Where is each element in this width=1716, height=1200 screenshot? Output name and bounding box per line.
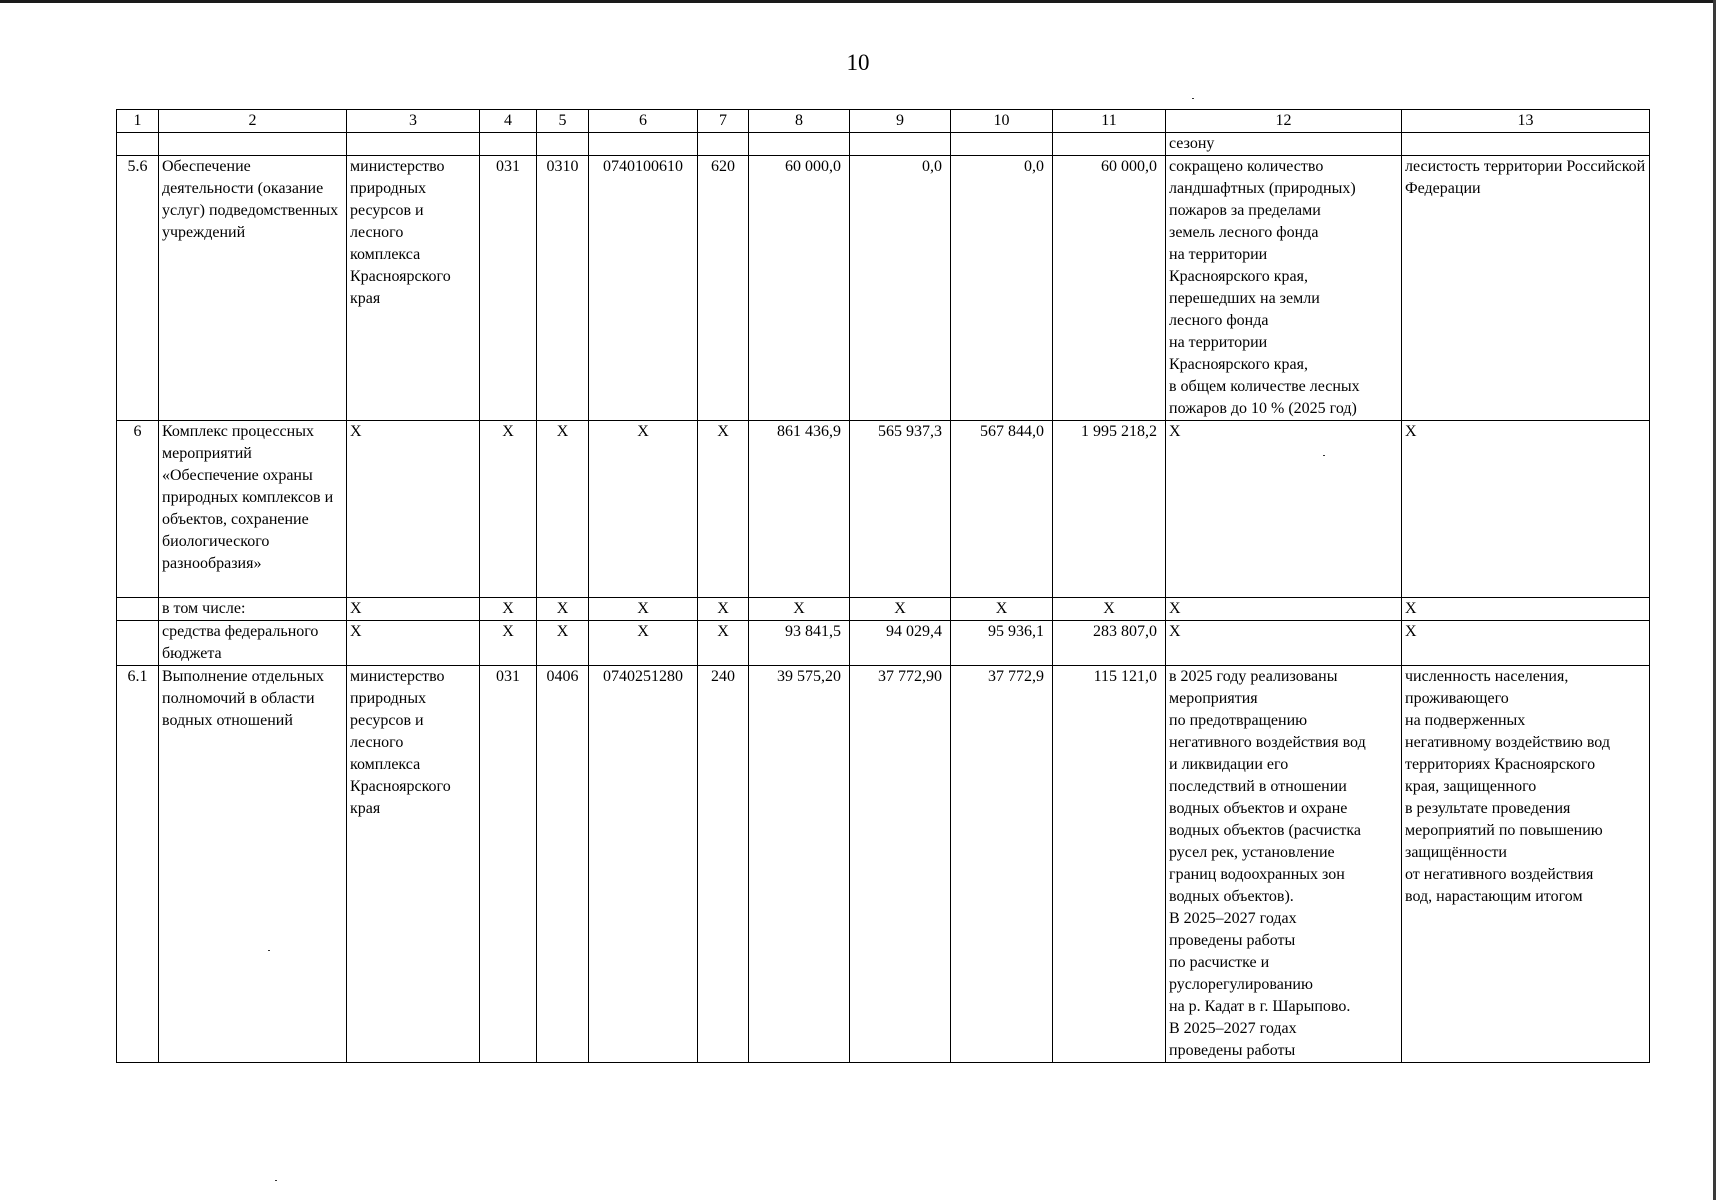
indicator-cell: лесистость территории Российской Федерации (1402, 156, 1650, 421)
table-row (117, 621, 1650, 666)
code-cell: X (537, 421, 589, 598)
code-cell: X (537, 598, 589, 621)
code-cell: X (698, 621, 749, 666)
header-cell: 7 (698, 110, 749, 133)
amount-cell: 93 841,5 (749, 621, 850, 666)
row-number: 6 (117, 421, 159, 598)
amount-cell: 39 575,20 (749, 666, 850, 1063)
responsible-executor: X (347, 621, 480, 666)
table-cell (347, 133, 480, 156)
table-cell (698, 133, 749, 156)
expected-result: X (1166, 598, 1402, 621)
code-cell: X (698, 421, 749, 598)
amount-cell: X (1053, 598, 1166, 621)
table-cell (117, 133, 159, 156)
responsible-executor: X (347, 421, 480, 598)
code-cell: X (537, 621, 589, 666)
amount-cell: 1 995 218,2 (1053, 421, 1166, 598)
header-cell: 1 (117, 110, 159, 133)
scan-top-edge (0, 0, 1716, 3)
table-cell (589, 133, 698, 156)
activity-name: Комплекс процессных мероприятий «Обеспечение охраны природных комплексов и объектов, сохранение биологического разнообразия» (159, 421, 347, 598)
header-row (117, 110, 1650, 133)
header-cell: 9 (850, 110, 951, 133)
expected-result: сокращено количество ландшафтных (природных) пожаров за пределами земель лесного фонда на территории Красноярского края, перешедших на земли лесного фонда на территории Красноярского края, в общем количестве лесных пожаров до 10 % (2025 год) (1166, 156, 1402, 421)
header-cell: 4 (480, 110, 537, 133)
table-cell (1402, 133, 1650, 156)
amount-cell: 115 121,0 (1053, 666, 1166, 1063)
code-cell: X (589, 421, 698, 598)
table-cell (537, 133, 589, 156)
row-number: 5.6 (117, 156, 159, 421)
code-cell: X (480, 421, 537, 598)
activity-name: в том числе: (159, 598, 347, 621)
table-row (117, 156, 1650, 421)
amount-cell: 861 436,9 (749, 421, 850, 598)
code-cell: X (589, 621, 698, 666)
responsible-executor: министерство природных ресурсов и лесного комплекса Красноярского края (347, 666, 480, 1063)
amount-cell: 283 807,0 (1053, 621, 1166, 666)
page-number: 10 (846, 50, 870, 75)
table-row (117, 666, 1650, 1063)
expected-result: в 2025 году реализованы мероприятия по предотвращению негативного воздействия вод и ликвидации его последствий в отношении водных объектов и охране водных объектов (расчистка русел рек, установление границ водоохранных зон водных объектов). В 2025–2027 годах проведены работы по расчистке и руслорегулированию на р. Кадат в г. Шарыпово. В 2025–2027 годах проведены работы (1166, 666, 1402, 1063)
indicator-cell: численность населения, проживающего на подверженных негативному воздействию вод территориях Красноярского края, защищенного в результате проведения мероприятий по повышению защищённости от негативного воздействия вод, нарастающим итогом (1402, 666, 1650, 1063)
amount-cell: 565 937,3 (850, 421, 951, 598)
activity-name: Выполнение отдельных полномочий в области водных отношений (159, 666, 347, 1063)
amount-cell: X (749, 598, 850, 621)
header-cell: 8 (749, 110, 850, 133)
amount-cell: 60 000,0 (749, 156, 850, 421)
code-cell: X (698, 598, 749, 621)
table-cell (951, 133, 1053, 156)
scan-speck (275, 1180, 277, 1181)
table-row (117, 421, 1650, 598)
table-row (117, 598, 1650, 621)
table-cell (159, 133, 347, 156)
row-number (117, 598, 159, 621)
indicator-cell: X (1402, 621, 1650, 666)
code-cell: 240 (698, 666, 749, 1063)
scan-speck (1192, 98, 1194, 99)
amount-cell: 37 772,9 (951, 666, 1053, 1063)
expected-result: X (1166, 421, 1402, 598)
amount-cell: X (850, 598, 951, 621)
activity-name: средства федерального бюджета (159, 621, 347, 666)
code-cell: 0406 (537, 666, 589, 1063)
code-cell: 0740251280 (589, 666, 698, 1063)
code-cell: X (480, 598, 537, 621)
activity-name: Обеспечение деятельности (оказание услуг) подведомственных учреждений (159, 156, 347, 421)
continuation-row (117, 133, 1650, 156)
amount-cell: 0,0 (850, 156, 951, 421)
row-number (117, 621, 159, 666)
row-number: 6.1 (117, 666, 159, 1063)
header-cell: 5 (537, 110, 589, 133)
code-cell: 0740100610 (589, 156, 698, 421)
amount-cell: 0,0 (951, 156, 1053, 421)
code-cell: X (589, 598, 698, 621)
header-cell: 10 (951, 110, 1053, 133)
header-cell: 12 (1166, 110, 1402, 133)
code-cell: 620 (698, 156, 749, 421)
header-cell: 13 (1402, 110, 1650, 133)
table-cell (749, 133, 850, 156)
table-cell (480, 133, 537, 156)
indicator-cell: X (1402, 421, 1650, 598)
indicator-cell: X (1402, 598, 1650, 621)
table-cell (850, 133, 951, 156)
table-cell: сезону (1166, 133, 1402, 156)
header-cell: 11 (1053, 110, 1166, 133)
responsible-executor: министерство природных ресурсов и лесного комплекса Красноярского края (347, 156, 480, 421)
code-cell: 031 (480, 666, 537, 1063)
amount-cell: 37 772,90 (850, 666, 951, 1063)
code-cell: 0310 (537, 156, 589, 421)
program-table (116, 109, 1650, 1063)
header-cell: 3 (347, 110, 480, 133)
amount-cell: 95 936,1 (951, 621, 1053, 666)
amount-cell: 567 844,0 (951, 421, 1053, 598)
code-cell: X (480, 621, 537, 666)
amount-cell: 94 029,4 (850, 621, 951, 666)
header-cell: 6 (589, 110, 698, 133)
amount-cell: X (951, 598, 1053, 621)
header-cell: 2 (159, 110, 347, 133)
responsible-executor: X (347, 598, 480, 621)
amount-cell: 60 000,0 (1053, 156, 1166, 421)
code-cell: 031 (480, 156, 537, 421)
expected-result: X (1166, 621, 1402, 666)
table-cell (1053, 133, 1166, 156)
